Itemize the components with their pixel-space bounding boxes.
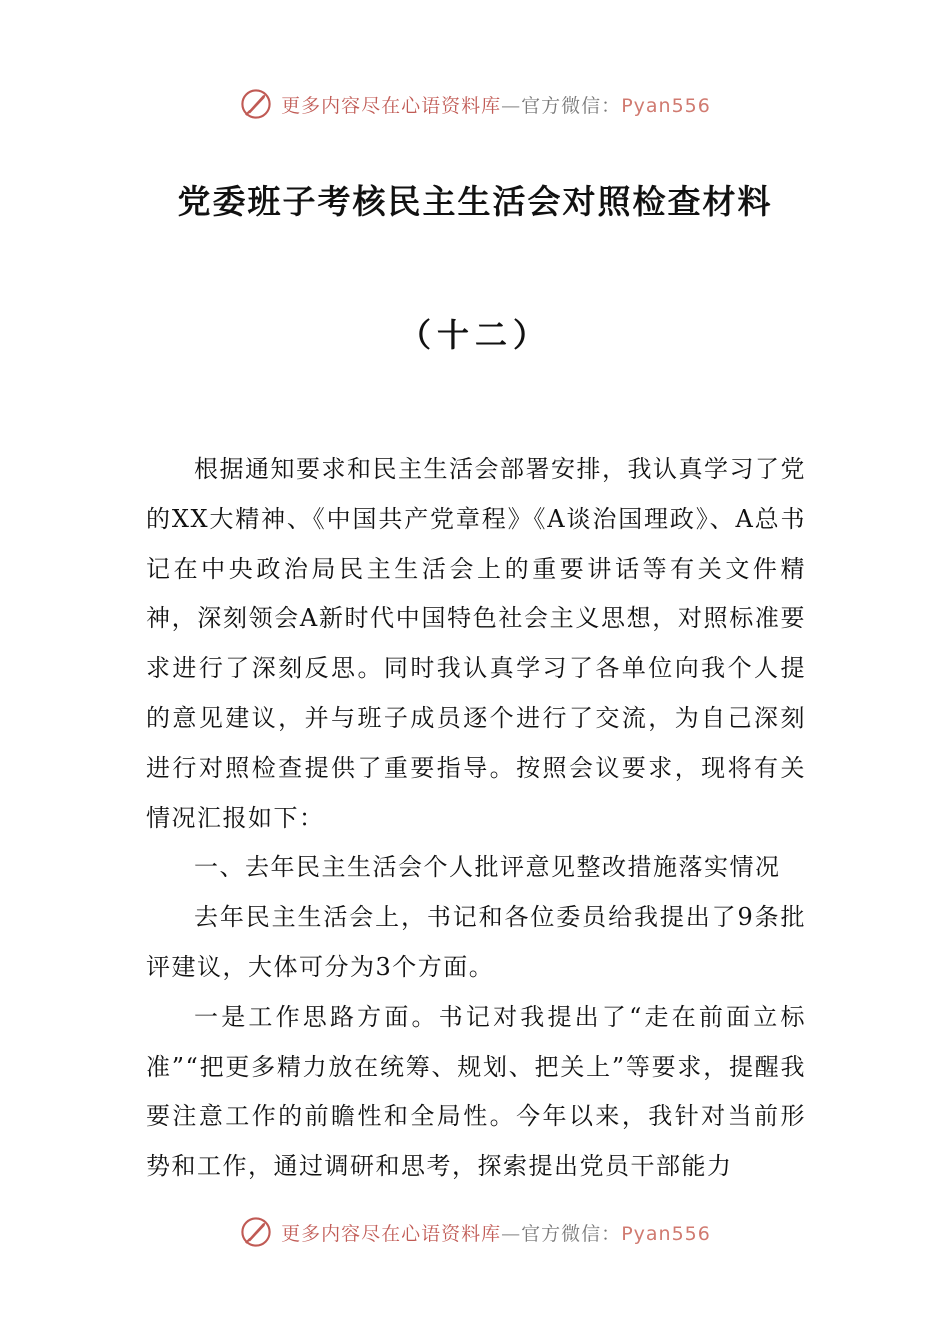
watermark-wechat-id: Pyan556 xyxy=(621,1222,711,1245)
watermark-official-label: 官方微信： xyxy=(521,1222,622,1245)
watermark-official-label: 官方微信： xyxy=(521,94,622,117)
quill-logo-icon xyxy=(239,87,273,121)
watermark-dash: — xyxy=(501,94,522,117)
quill-logo-icon xyxy=(239,1215,273,1249)
body-paragraph: 一是工作思路方面。书记对我提出了“走在前面立标准”“把更多精力放在统筹、规划、把关上”等要求，提醒我要注意工作的前瞻性和全局性。今年以来，我针对当前形势和工作，通过调研和思考，探索提出党员干部能力 xyxy=(146,1002,806,1181)
watermark-text xyxy=(281,91,711,118)
watermark-wechat-id: Pyan556 xyxy=(621,94,711,117)
section-heading: 一、去年民主生活会个人批评意见整改措施落实情况 xyxy=(194,853,781,882)
watermark-main-text: 更多内容尽在心语资料库 xyxy=(281,94,502,117)
watermark-main-text: 更多内容尽在心语资料库 xyxy=(281,1222,502,1245)
body-paragraph: 根据通知要求和民主生活会部署安排，我认真学习了党的XX大精神、《中国共产党章程》《A谈治国理政》、A总书记在中央政治局民主生活会上的重要讲话等有关文件精神，深刻领会A新时代中国特色社会主义思想，对照标准要求进行了深刻反思。同时我认真学习了各单位向我个人提的意见建议，并与班子成员逐个进行了交流，为自己深刻进行对照检查提供了重要指导。按照会议要求，现将有关情况汇报如下： xyxy=(146,455,806,832)
watermark-dash: — xyxy=(501,1222,522,1245)
footer-watermark xyxy=(0,1212,950,1252)
header-watermark xyxy=(0,84,950,124)
document-title: 党委班子考核民主生活会对照检查材料 xyxy=(177,182,773,221)
document-body xyxy=(146,445,806,1192)
document-subtitle: （十二） xyxy=(398,316,551,354)
body-paragraph: 去年民主生活会上，书记和各位委员给我提出了9条批评建议，大体可分为3个方面。 xyxy=(146,903,806,981)
watermark-text xyxy=(281,1219,711,1246)
